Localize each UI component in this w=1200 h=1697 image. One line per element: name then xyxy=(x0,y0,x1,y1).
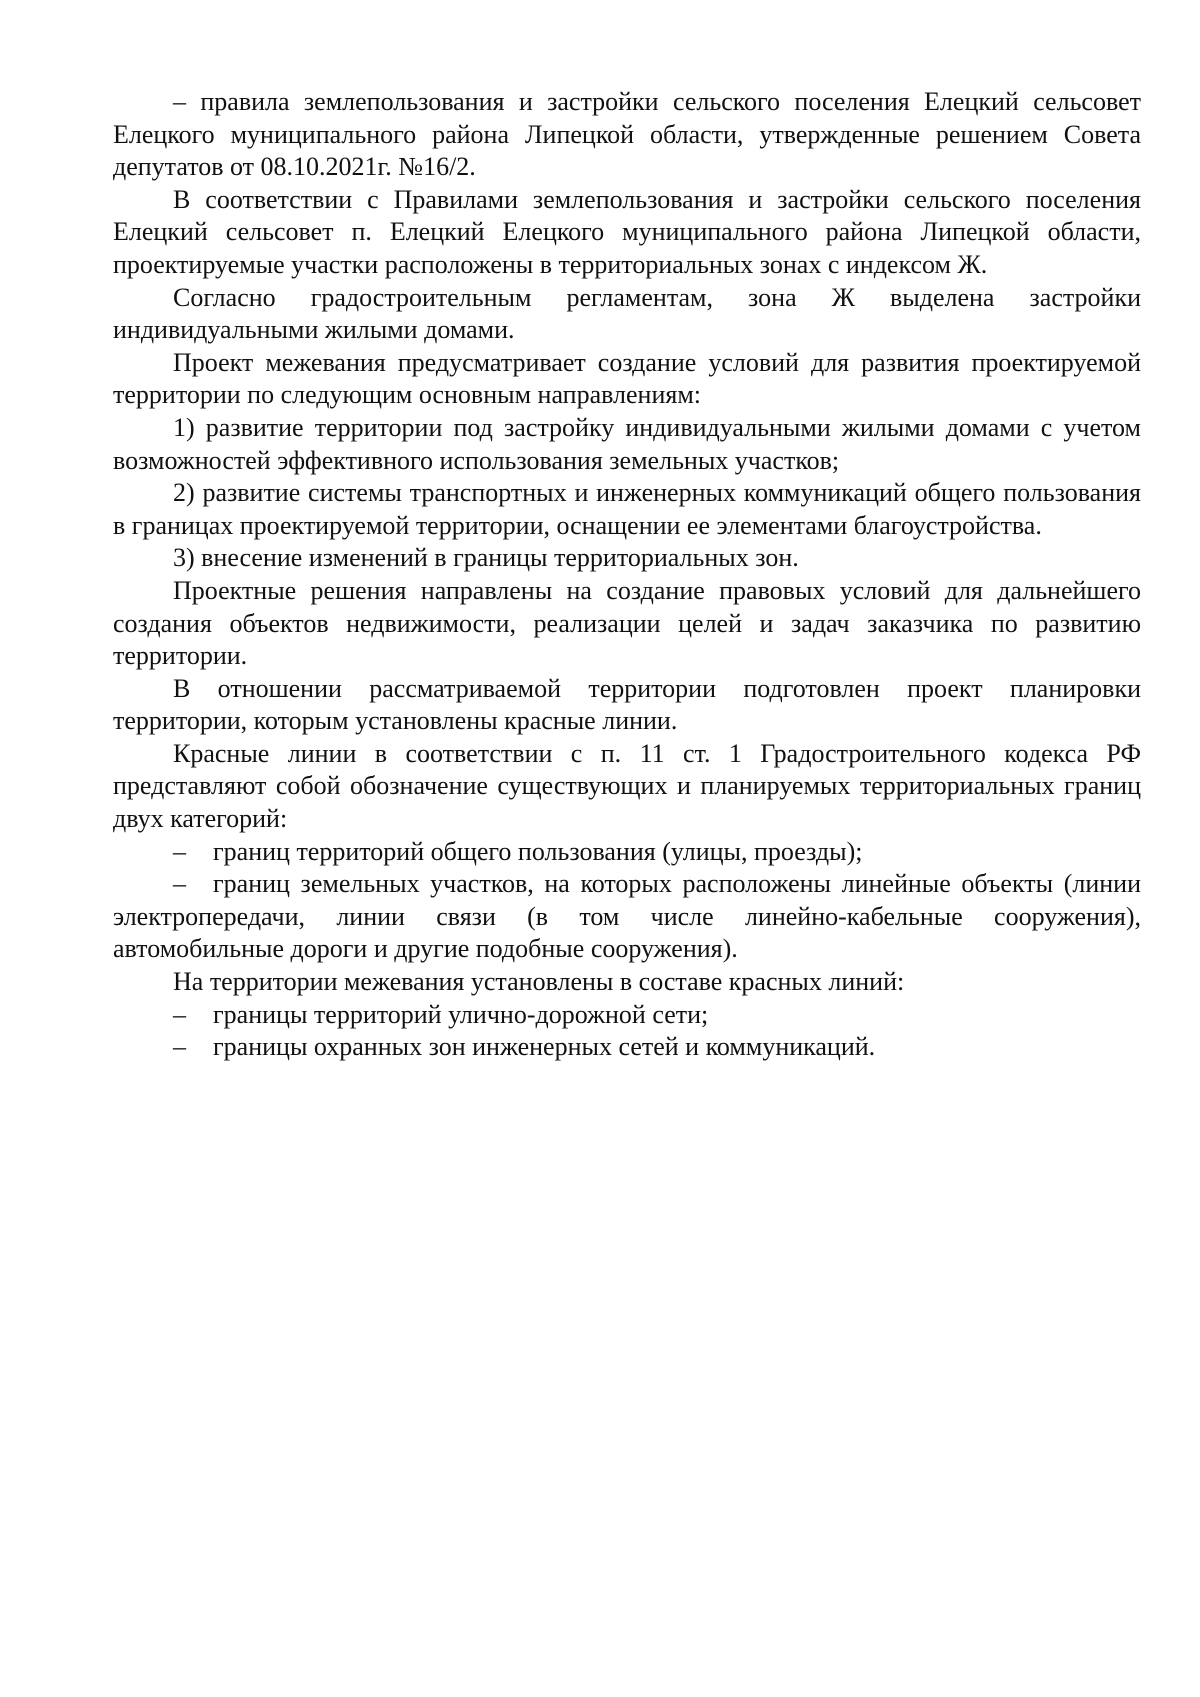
dash-marker: – xyxy=(173,836,186,866)
list-item-red-line-category-2 xyxy=(113,868,1141,966)
dash-marker: – xyxy=(173,999,186,1029)
list-item-red-line-category-1 xyxy=(113,836,1141,869)
paragraph-project-directions: Проект межевания предусматривает создание условий для развития проектируемой территории по следующим основным направлениям: xyxy=(113,347,1141,410)
list-item-text: границ земельных участков, на которых расположены линейные объекты (линии электропередачи, линии связи (в том числе линейно-кабельные сооружения), автомобильные дороги и другие подобные сооружения). xyxy=(113,869,1141,964)
list-item-established-2 xyxy=(113,1031,1141,1064)
paragraph-red-lines: Красные линии в соответствии с п. 11 ст. 1 Градостроительного кодекса РФ представляют собой обозначение существующих и планируемых территориальных границ двух категорий: xyxy=(113,738,1141,834)
list-item-text: границы охранных зон инженерных сетей и коммуникаций. xyxy=(213,1032,876,1062)
list-item-established-1 xyxy=(113,999,1141,1032)
dash-marker: – xyxy=(173,869,186,899)
paragraph-established-intro: На территории межевания установлены в составе красных линий: xyxy=(173,967,905,997)
list-item-text: границ территорий общего пользования (улицы, проезды); xyxy=(213,836,863,866)
paragraph-planning-project: В отношении рассматриваемой территории подготовлен проект планировки территории, которым установлены красные линии. xyxy=(113,673,1141,736)
paragraph-zone-zh: Согласно градостроительным регламентам, зона Ж выделена застройки индивидуальными жилыми домами. xyxy=(113,282,1141,345)
list-item-direction-3: 3) внесение изменений в границы территориальных зон. xyxy=(173,543,799,573)
list-item-text: границы территорий улично-дорожной сети; xyxy=(213,999,709,1029)
document-page xyxy=(113,86,1141,1064)
paragraph-zoning-compliance: В соответствии с Правилами землепользования и застройки сельского поселения Елецкий сельсовет п. Елецкий Елецкого муниципального района Липецкой области, проектируемые участки расположены в территориальных зонах с индексом Ж. xyxy=(113,184,1141,279)
paragraph-design-solutions: Проектные решения направлены на создание правовых условий для дальнейшего создания объектов недвижимости, реализации целей и задач заказчика по развитию территории. xyxy=(113,575,1141,671)
list-item-direction-1: 1) развитие территории под застройку индивидуальными жилыми домами с учетом возможностей эффективного использования земельных участков; xyxy=(113,412,1141,475)
list-item-direction-2: 2) развитие системы транспортных и инженерных коммуникаций общего пользования в границах проектируемой территории, оснащении ее элементами благоустройства. xyxy=(113,478,1141,540)
dash-marker: – xyxy=(173,1032,186,1062)
paragraph-land-use-rules: – правила землепользования и застройки сельского поселения Елецкий сельсовет Елецкого муниципального района Липецкой области, утвержденные решением Совета депутатов от 08.10.2021г. №16/2. xyxy=(113,87,1141,182)
